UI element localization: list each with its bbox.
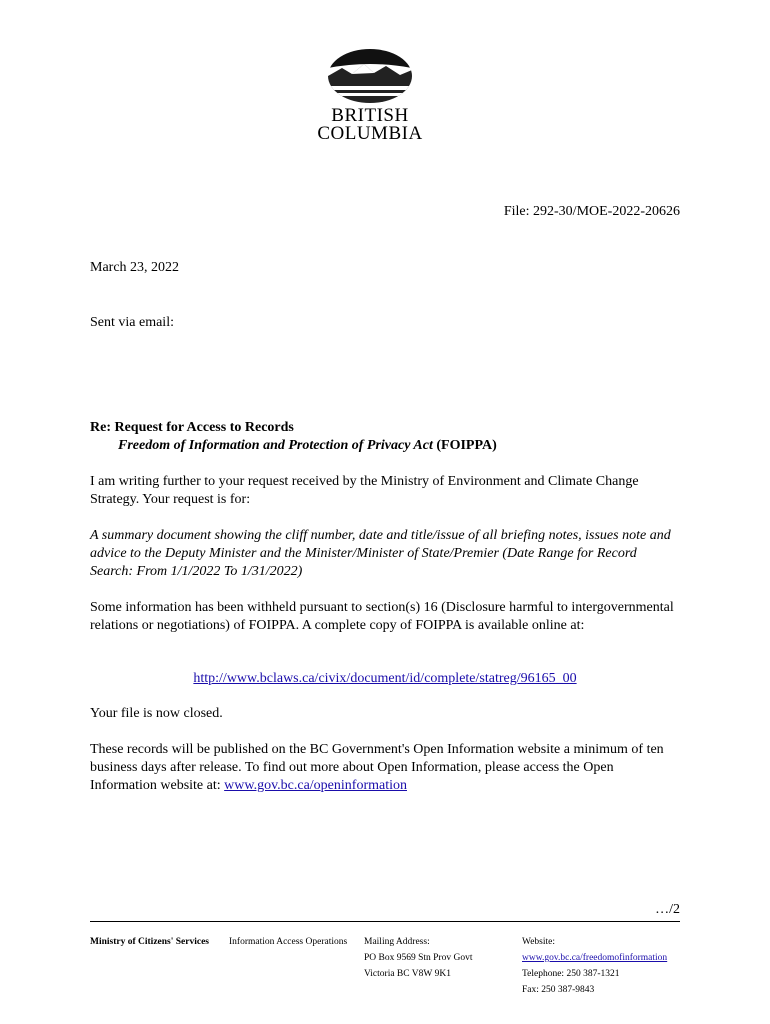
footer-fax: Fax: 250 387-9843	[522, 985, 595, 995]
act-name: Freedom of Information and Protection of Privacy Act	[118, 438, 433, 453]
foippa-link-line	[90, 670, 680, 688]
open-info-link[interactable]: www.gov.bc.ca/openinformation	[224, 778, 407, 793]
open-info-text: These records will be published on the BC Government's Open Information website a minimum of ten business days after release. To find out more about Open Information, please access the Open Information website at:	[90, 742, 664, 793]
footer-website-label: Website:	[522, 937, 556, 947]
file-closed: Your file is now closed.	[90, 706, 223, 721]
footer-website-link[interactable]: www.gov.bc.ca/freedomofinformation	[522, 953, 668, 963]
re-line: Re: Request for Access to Records	[90, 420, 294, 435]
sent-via: Sent via email:	[90, 315, 174, 330]
footer-telephone: Telephone: 250 387-1321	[522, 969, 620, 979]
intro-paragraph: I am writing further to your request received by the Ministry of Environment and Climate Change Strategy. Your request is for:	[90, 474, 639, 507]
withheld-paragraph: Some information has been withheld pursuant to section(s) 16 (Disclosure harmful to intergovernmental relations or negotiations) of FOIPPA. A complete copy of FOIPPA is available online at:	[90, 600, 674, 633]
request-text: A summary document showing the cliff number, date and title/issue of all briefing notes, issues note and advice to the Deputy Minister and the Minister/Minister of State/Premier (Date Range for Record Search: From 1/1/2022 To 1/31/2022)	[90, 528, 671, 579]
re-act-line	[90, 437, 708, 455]
page-continuation: …/2	[655, 902, 680, 917]
bc-logo-mountains-icon	[312, 46, 428, 104]
footer-divider	[90, 921, 680, 922]
footer-office: Information Access Operations	[229, 937, 348, 947]
footer-mailing-line1: PO Box 9569 Stn Prov Govt	[364, 953, 473, 963]
file-reference: File: 292-30/MOE-2022-20626	[503, 204, 680, 219]
foippa-link[interactable]: http://www.bclaws.ca/civix/document/id/complete/statreg/96165_00	[193, 671, 577, 686]
bc-logo	[312, 46, 428, 146]
footer-ministry: Ministry of Citizens' Services	[90, 937, 209, 947]
logo-text-british: BRITISH	[331, 105, 409, 126]
footer-mailing-line2: Victoria BC V8W 9K1	[364, 969, 451, 979]
open-info-paragraph	[90, 741, 680, 795]
act-abbrev: (FOIPPA)	[432, 438, 497, 453]
letter-date: March 23, 2022	[90, 260, 180, 275]
logo-text-columbia: COLUMBIA	[317, 123, 423, 144]
footer-mailing-label: Mailing Address:	[364, 937, 430, 947]
